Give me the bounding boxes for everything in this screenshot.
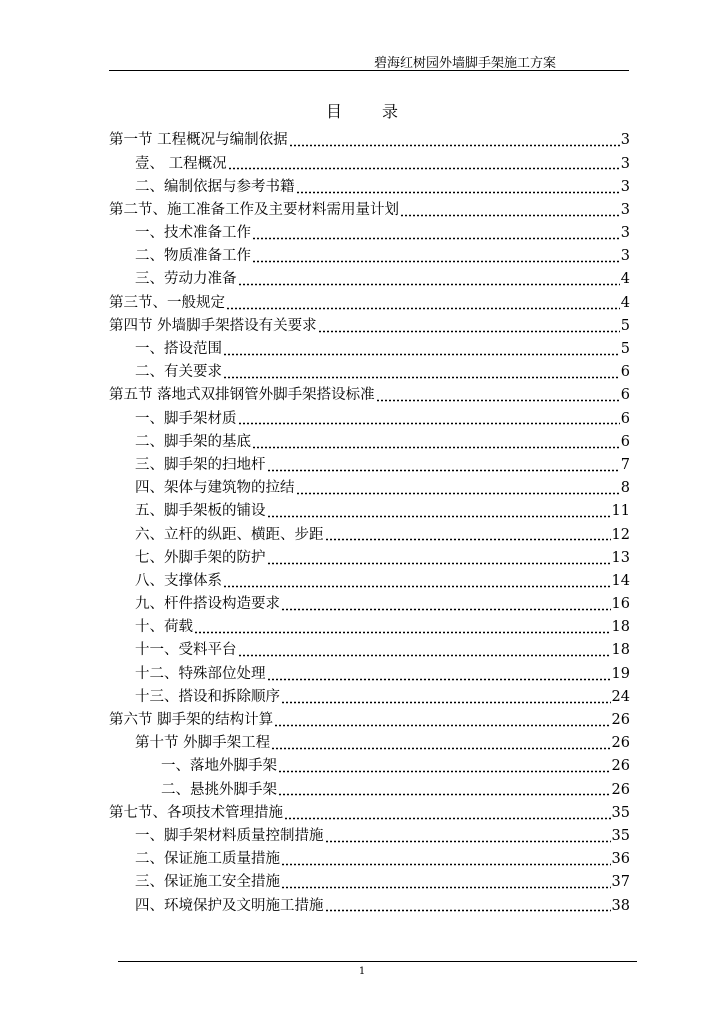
- toc-entry[interactable]: [109, 755, 630, 778]
- toc-entry[interactable]: [109, 686, 630, 709]
- toc-entry[interactable]: [109, 639, 630, 662]
- toc-dot-leader: [278, 761, 611, 773]
- toc-entry-page: 3: [620, 132, 630, 149]
- toc-entry-page: 8: [620, 480, 630, 497]
- toc-dot-leader: [267, 669, 611, 681]
- toc-entry-page: 19: [611, 665, 630, 682]
- toc-dot-leader: [267, 506, 611, 518]
- toc-entry[interactable]: [109, 894, 630, 917]
- toc-entry-page: 6: [620, 410, 630, 427]
- toc-entry[interactable]: [109, 801, 630, 824]
- toc-entry-label: 二、脚手架的基底: [135, 433, 251, 450]
- toc-entry-page: 24: [611, 688, 630, 705]
- toc-entry-page: 6: [620, 433, 630, 450]
- toc-entry[interactable]: [109, 477, 630, 500]
- toc-dot-leader: [271, 738, 610, 750]
- toc-entry[interactable]: [109, 245, 630, 268]
- toc-entry[interactable]: [109, 291, 630, 314]
- page-number: 1: [358, 966, 366, 977]
- toc-dot-leader: [318, 321, 620, 333]
- toc-entry-label: 第二节、施工准备工作及主要材料需用量计划: [109, 201, 399, 218]
- toc-entry-label: 四、环境保护及文明施工措施: [135, 897, 324, 914]
- toc-entry-label: 壹、 工程概况: [135, 155, 227, 172]
- toc-entry[interactable]: [109, 825, 630, 848]
- toc-entry-label: 第一节 工程概况与编制依据: [109, 132, 288, 149]
- toc-dot-leader: [281, 599, 611, 611]
- toc-dot-leader: [194, 622, 611, 634]
- toc-entry-page: 26: [611, 781, 630, 798]
- toc-entry-label: 第六节 脚手架的结构计算: [109, 712, 274, 729]
- toc-entry-page: 26: [611, 758, 630, 775]
- toc-dot-leader: [252, 228, 620, 240]
- toc-entry-page: 26: [611, 712, 630, 729]
- toc-entry-label: 第七节、各项技术管理措施: [109, 804, 283, 821]
- toc-entry-label: 四、架体与建筑物的拉结: [135, 480, 295, 497]
- toc-entry-label: 一、落地外脚手架: [161, 758, 277, 775]
- toc-entry[interactable]: [109, 129, 630, 152]
- toc-entry[interactable]: [109, 523, 630, 546]
- toc-entry-page: 37: [611, 874, 630, 891]
- toc-dot-leader: [252, 251, 620, 263]
- toc-dot-leader: [325, 831, 611, 843]
- toc-entry-page: 3: [620, 248, 630, 265]
- toc-entry[interactable]: [109, 709, 630, 732]
- toc-entry-page: 13: [611, 549, 630, 566]
- toc-entry-page: 3: [620, 201, 630, 218]
- toc-entry-page: 5: [620, 317, 630, 334]
- toc-entry[interactable]: [109, 430, 630, 453]
- toc-entry-label: 第三节、一般规定: [109, 294, 225, 311]
- toc-dot-leader: [238, 645, 611, 657]
- toc-entry-page: 35: [611, 827, 630, 844]
- toc-entry-label: 二、物质准备工作: [135, 248, 251, 265]
- toc-dot-leader: [223, 367, 620, 379]
- toc-entry[interactable]: [109, 152, 630, 175]
- toc-entry[interactable]: [109, 546, 630, 569]
- toc-entry-page: 12: [611, 526, 630, 543]
- toc-dot-leader: [400, 205, 620, 217]
- toc-dot-leader: [228, 158, 620, 170]
- toc-entry[interactable]: [109, 778, 630, 801]
- toc-entry-label: 八、支撑体系: [135, 572, 222, 589]
- toc-entry-page: 18: [611, 619, 630, 636]
- toc-entry-label: 一、脚手架材质: [135, 410, 237, 427]
- toc-dot-leader: [226, 298, 620, 310]
- toc-entry-label: 一、技术准备工作: [135, 225, 251, 242]
- toc-dot-leader: [325, 529, 611, 541]
- toc-entry-page: 18: [611, 642, 630, 659]
- toc-entry[interactable]: [109, 199, 630, 222]
- toc-dot-leader: [289, 135, 620, 147]
- toc-entry-page: 11: [611, 503, 630, 520]
- toc-dot-leader: [284, 808, 611, 820]
- toc-entry-label: 三、劳动力准备: [135, 271, 237, 288]
- toc-entry[interactable]: [109, 175, 630, 198]
- toc-entry-page: 6: [620, 364, 630, 381]
- toc-entry-page: 14: [611, 572, 630, 589]
- toc-entry[interactable]: [109, 384, 630, 407]
- footer-divider: [118, 961, 637, 962]
- toc-dot-leader: [296, 182, 620, 194]
- toc-entry-page: 16: [611, 596, 630, 613]
- toc-entry-label: 第十节 外脚手架工程: [135, 735, 271, 752]
- toc-entry-label: 第四节 外墙脚手架搭设有关要求: [109, 317, 317, 334]
- toc-dot-leader: [376, 390, 620, 402]
- toc-dot-leader: [267, 460, 620, 472]
- toc-entry-label: 九、杆件搭设构造要求: [135, 596, 280, 613]
- toc-entry-label: 十三、搭设和拆除顺序: [135, 688, 280, 705]
- toc-entry-label: 十一、受料平台: [135, 642, 237, 659]
- toc-title-left: 目: [325, 102, 342, 121]
- toc-entry-page: 36: [611, 851, 630, 868]
- toc-dot-leader: [296, 483, 620, 495]
- toc-entry-label: 六、立杆的纵距、横距、步距: [135, 526, 324, 543]
- toc-entry-label: 二、保证施工质量措施: [135, 851, 280, 868]
- toc-entry[interactable]: [109, 315, 630, 338]
- toc-dot-leader: [238, 274, 620, 286]
- toc-entry-page: 35: [611, 804, 630, 821]
- toc-entry-label: 二、有关要求: [135, 364, 222, 381]
- toc-entry-page: 4: [620, 271, 630, 288]
- toc-dot-leader: [281, 692, 611, 704]
- toc-entry-label: 一、搭设范围: [135, 341, 222, 358]
- toc-entry[interactable]: [109, 871, 630, 894]
- toc-entry-page: 7: [620, 456, 630, 473]
- toc-entry[interactable]: [109, 732, 630, 755]
- toc-entry-label: 二、悬挑外脚手架: [161, 781, 277, 798]
- toc-entry[interactable]: [109, 361, 630, 384]
- toc-entry-page: 6: [620, 387, 630, 404]
- toc-dot-leader: [278, 784, 611, 796]
- toc-entry-label: 三、脚手架的扫地杆: [135, 456, 266, 473]
- toc-entry-page: 38: [611, 897, 630, 914]
- toc-title-right: 录: [382, 102, 399, 121]
- toc-dot-leader: [281, 877, 611, 889]
- toc-entry[interactable]: [109, 500, 630, 523]
- toc-entry[interactable]: [109, 268, 630, 291]
- toc-dot-leader: [281, 854, 611, 866]
- toc-entry-page: 26: [611, 735, 630, 752]
- toc-entry-page: 3: [620, 225, 630, 242]
- toc-dot-leader: [325, 900, 611, 912]
- toc-entry-page: 3: [620, 155, 630, 172]
- toc-entry-label: 三、保证施工安全措施: [135, 874, 280, 891]
- toc-entry-label: 十二、特殊部位处理: [135, 665, 266, 682]
- toc-entry-label: 五、脚手架板的铺设: [135, 503, 266, 520]
- toc-entry[interactable]: [109, 662, 630, 685]
- toc-entry[interactable]: [109, 454, 630, 477]
- toc-title: [0, 99, 724, 122]
- toc-dot-leader: [274, 715, 610, 727]
- toc-entry[interactable]: [109, 570, 630, 593]
- toc-entry[interactable]: [109, 616, 630, 639]
- toc-entry[interactable]: [109, 407, 630, 430]
- toc-dot-leader: [267, 553, 611, 565]
- toc-entry-label: 二、编制依据与参考书籍: [135, 178, 295, 195]
- toc-dot-leader: [223, 576, 611, 588]
- document-header-title: 碧海红树园外墙脚手架施工方案: [373, 56, 556, 71]
- toc-entry-page: 3: [620, 178, 630, 195]
- toc-entry[interactable]: [109, 338, 630, 361]
- toc-entry[interactable]: [109, 593, 630, 616]
- toc-entry-label: 七、外脚手架的防护: [135, 549, 266, 566]
- toc-entry-page: 4: [620, 294, 630, 311]
- toc-dot-leader: [238, 413, 620, 425]
- toc-entry[interactable]: [109, 222, 630, 245]
- toc-entry[interactable]: [109, 848, 630, 871]
- toc-dot-leader: [223, 344, 620, 356]
- header-divider: [109, 70, 629, 71]
- toc-entry-label: 十、荷载: [135, 619, 193, 636]
- toc-dot-leader: [252, 437, 620, 449]
- table-of-contents: [109, 129, 630, 917]
- toc-entry-page: 5: [620, 341, 630, 358]
- toc-entry-label: 一、脚手架材料质量控制措施: [135, 827, 324, 844]
- toc-entry-label: 第五节 落地式双排钢管外脚手架搭设标准: [109, 387, 375, 404]
